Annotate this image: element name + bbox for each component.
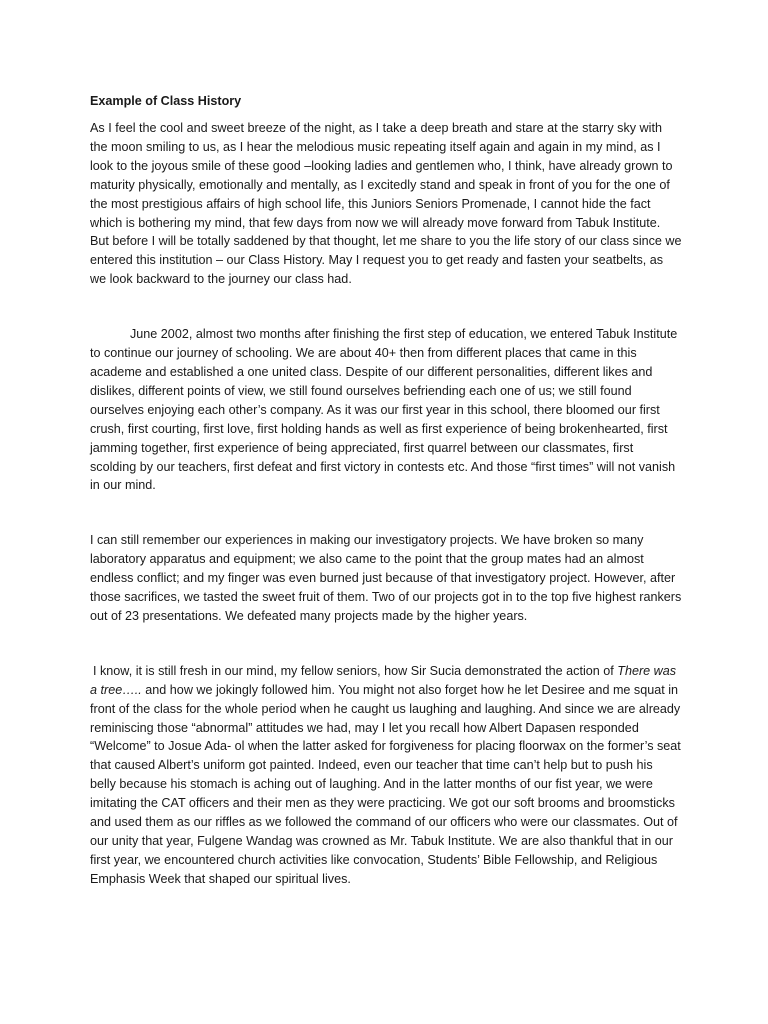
paragraph-memories-italic: There was a tree….. <box>90 663 677 697</box>
paragraph-first-year: June 2002, almost two months after finishing the first step of education, we entered Tabuk Institute to continue our journey of schooling. We are about 40+ then from different places that came in this academe and established a one united class. Despite of our different personalities, different likes and dislikes, different points of view, we still found ourselves befriending each one of us; we still found ourselves enjoying each other’s company. As it was our first year in this school, there bloomed our first crush, first courting, first love, first holding hands as well as first experience of being brokenhearted, first jamming together, first experience of being appreciated, first quarrel between our classmates, first scolding by our teachers, first defeat and first victory in contests etc. And those “first times” will not vanish in our mind. <box>90 327 678 493</box>
document-body <box>90 92 682 889</box>
paragraph-memories-rest: and how we jokingly followed him. You might not also forget how he let Desiree and me squat in front of the class for the whole period when he caught us laughing and laughing. And since we are already reminiscing those “abnormal” attitudes we had, may I let you recall how Albert Dapasen responded “Welcome” to Josue Ada- ol when the latter asked for forgiveness for placing floorwax on the former’s seat that caused Albert’s uniform got painted. Indeed, even our teacher that time can’t help but to push his belly because his stomach is aching out of laughing. And in the latter months of our fist year, we were imitating the CAT officers and their men as they were practicing. We got our soft brooms and broomsticks and used them as our riffles as we followed the command of our officers who were our classmates. Out of our unity that year, Fulgene Wandag was crowned as Mr. Tabuk Institute. We are also thankful that in our first year, we encountered church activities like convocation, Students’ Bible Fellowship, and Religious Emphasis Week that shaped our spiritual lives. <box>90 682 681 886</box>
paragraph-memories-intro: I know, it is still fresh in our mind, my fellow seniors, how Sir Sucia demonstrated the action of <box>93 663 618 678</box>
paragraph-memories <box>90 662 682 889</box>
document-title: Example of Class History <box>90 94 242 108</box>
paragraph-intro: As I feel the cool and sweet breeze of the night, as I take a deep breath and stare at the starry sky with the moon smiling to us, as I hear the melodious music repeating itself again and again in my mind, as I look to the joyous smile of these good –looking ladies and gentlemen who, I think, have already grown to maturity physically, emotionally and mentally, as I excitedly stand and speak in front of you for the one of the most prestigious affairs of high school life, this Juniors Seniors Promenade, I cannot hide the fact which is bothering my mind, that few days from now we will already move forward from Tabuk Institute. But before I will be totally saddened by that thought, let me share to you the life story of our class since we entered this institution – our Class History. May I request you to get ready and fasten your seatbelts, as we look backward to the journey our class had. <box>90 121 682 287</box>
paragraph-investigatory-projects: I can still remember our experiences in making our investigatory projects. We have broken so many laboratory apparatus and equipment; we also came to the point that the group mates had an almost endless conflict; and my finger was even burned just because of that investigatory project. However, after those sacrifices, we tasted the sweet fruit of them. Two of our projects got in to the top five highest rankers out of 23 presentations. We defeated many projects made by the higher years. <box>90 533 682 623</box>
